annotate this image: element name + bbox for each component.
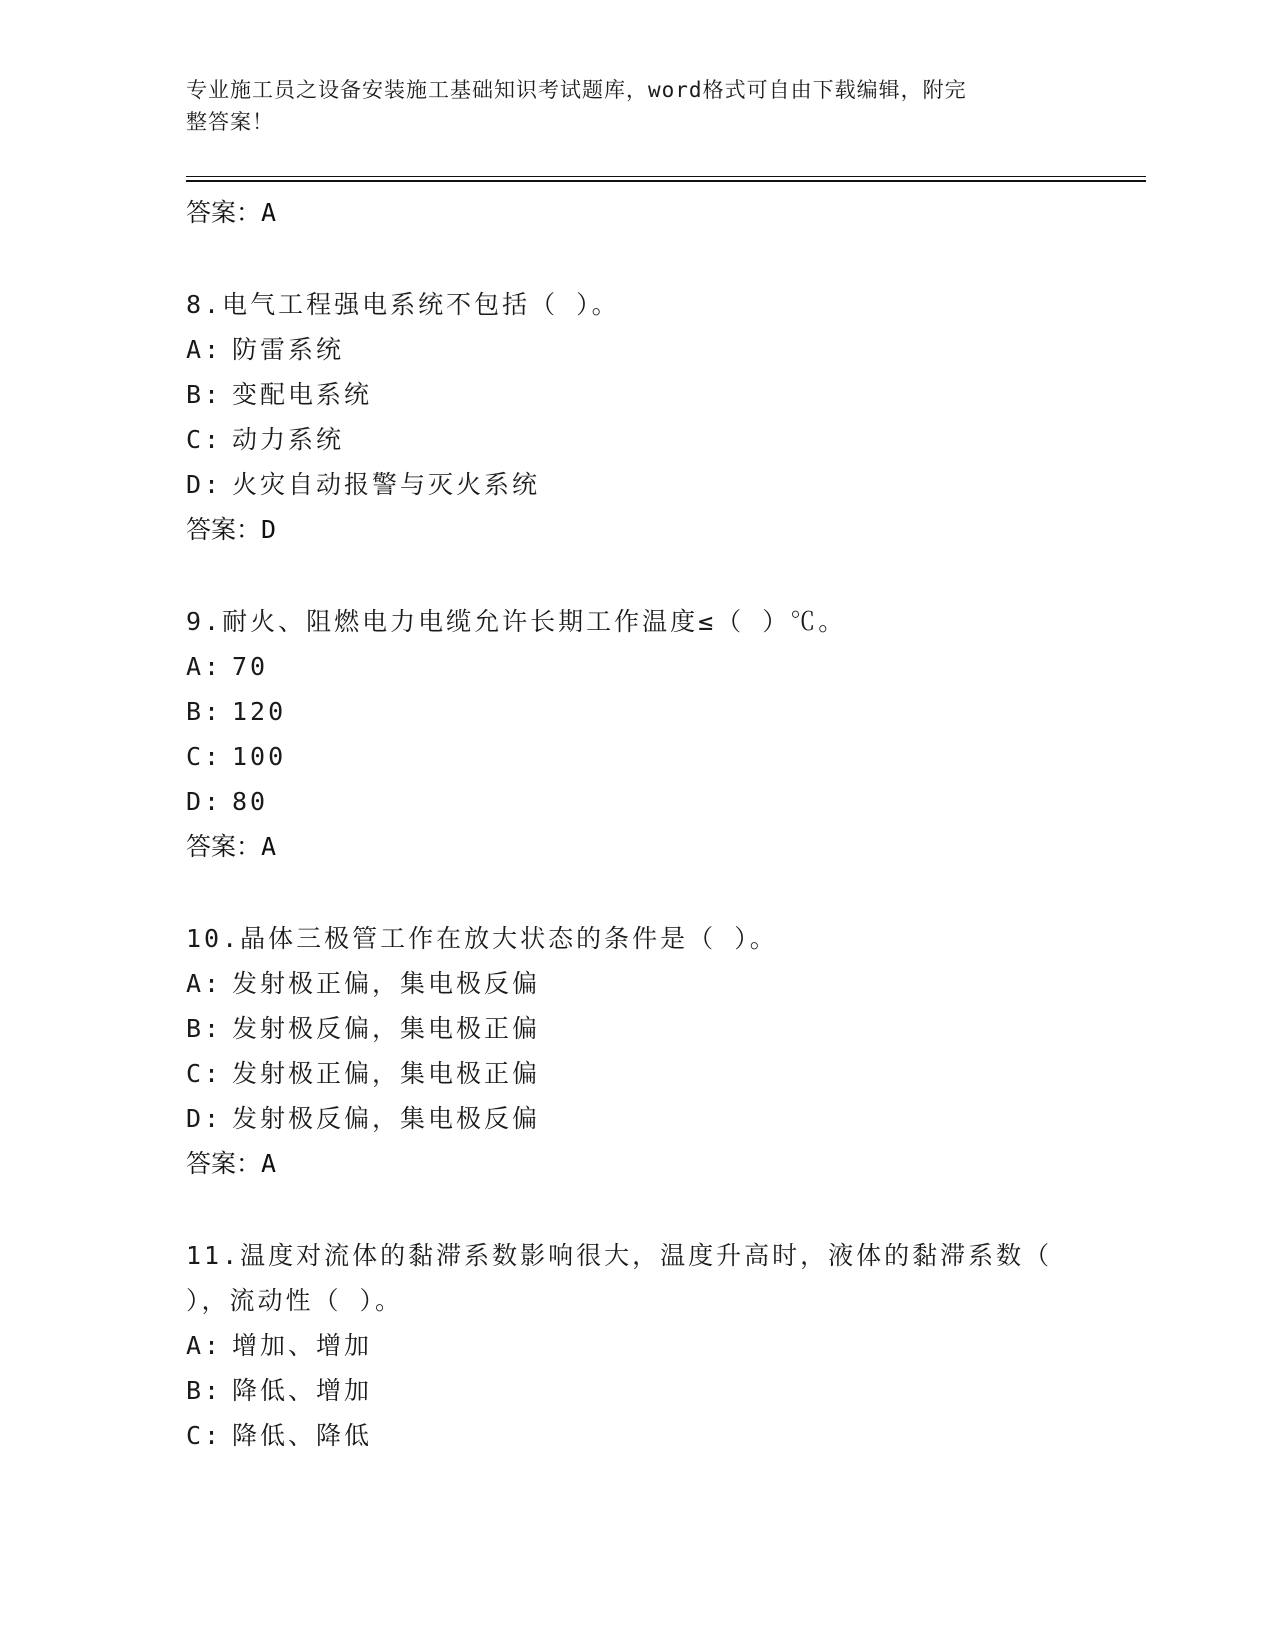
spacer: [186, 1186, 1086, 1233]
spacer: [186, 869, 1086, 916]
option-text: 发射极正偏，集电极正偏: [232, 1059, 541, 1088]
answer-line: 答案：D: [186, 515, 277, 544]
option-a: [186, 644, 1086, 689]
option-label: D:: [186, 787, 223, 816]
option-text: 降低、降低: [232, 1421, 373, 1450]
option-text: 增加、增加: [232, 1331, 373, 1360]
option-label: B:: [186, 1376, 223, 1405]
answer-line: 答案：A: [186, 198, 277, 227]
option-d: [186, 1096, 1086, 1141]
option-a: [186, 327, 1086, 372]
option-label: C:: [186, 1059, 223, 1088]
question-stem: 10.晶体三极管工作在放大状态的条件是（ ）。: [186, 924, 778, 953]
option-b: [186, 689, 1086, 734]
option-d: [186, 779, 1086, 824]
option-d: [186, 462, 1086, 507]
option-label: C:: [186, 1421, 223, 1450]
question-stem: 9.耐火、阻燃电力电缆允许长期工作温度≤（ ）℃。: [186, 607, 847, 636]
answer-line: 答案：A: [186, 832, 277, 861]
option-label: D:: [186, 470, 223, 499]
question-block: [186, 1233, 1086, 1458]
option-text: 120: [232, 697, 287, 726]
option-c: [186, 417, 1086, 462]
question-block: [186, 599, 1086, 869]
spacer: [186, 235, 1086, 282]
option-text: 发射极正偏，集电极反偏: [232, 969, 541, 998]
option-label: B:: [186, 380, 223, 409]
option-text: 70: [232, 652, 269, 681]
option-label: D:: [186, 1104, 223, 1133]
option-text: 发射极反偏，集电极反偏: [232, 1104, 541, 1133]
option-b: [186, 1006, 1086, 1051]
question-list: [186, 190, 1086, 1458]
document-header: [186, 74, 1066, 138]
option-label: C:: [186, 425, 223, 454]
answer-line: 答案：A: [186, 1149, 277, 1178]
option-a: [186, 1323, 1086, 1368]
question-stem: [186, 1233, 1086, 1323]
header-divider-thick: [186, 180, 1146, 182]
option-c: [186, 1051, 1086, 1096]
option-a: [186, 961, 1086, 1006]
question-stem-line-1: 11.温度对流体的黏滞系数影响很大，温度升高时，液体的黏滞系数（: [186, 1241, 1053, 1270]
question-block: [186, 282, 1086, 552]
question-stem-line-2: ），流动性（ ）。: [186, 1286, 404, 1315]
option-text: 火灾自动报警与灭火系统: [232, 470, 541, 499]
question-stem: 8.电气工程强电系统不包括（ ）。: [186, 290, 620, 319]
option-label: A:: [186, 1331, 223, 1360]
option-b: [186, 372, 1086, 417]
option-label: A:: [186, 969, 223, 998]
option-label: B:: [186, 697, 223, 726]
option-text: 变配电系统: [232, 380, 373, 409]
header-line-1: 专业施工员之设备安装施工基础知识考试题库，word格式可自由下载编辑，附完: [186, 78, 967, 102]
option-label: C:: [186, 742, 223, 771]
option-label: A:: [186, 652, 223, 681]
option-text: 发射极反偏，集电极正偏: [232, 1014, 541, 1043]
option-text: 降低、增加: [232, 1376, 373, 1405]
option-text: 动力系统: [232, 425, 345, 454]
option-text: 防雷系统: [232, 335, 345, 364]
option-text: 100: [232, 742, 287, 771]
question-block: [186, 916, 1086, 1186]
option-text: 80: [232, 787, 269, 816]
spacer: [186, 552, 1086, 599]
header-divider-thin: [186, 176, 1146, 177]
option-b: [186, 1368, 1086, 1413]
header-line-2: 整答案！: [186, 110, 274, 134]
option-c: [186, 734, 1086, 779]
option-label: B:: [186, 1014, 223, 1043]
option-label: A:: [186, 335, 223, 364]
option-c: [186, 1413, 1086, 1458]
